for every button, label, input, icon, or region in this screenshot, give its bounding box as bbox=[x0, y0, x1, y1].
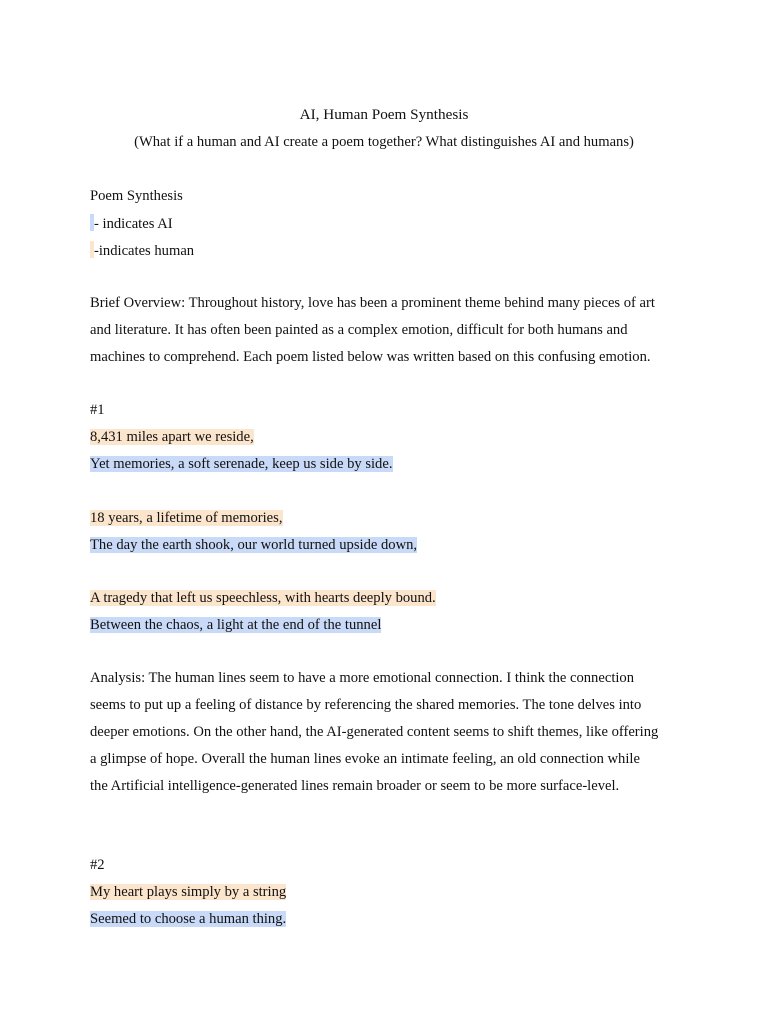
legend-human-label: -indicates human bbox=[94, 243, 195, 259]
analysis-line: deeper emotions. On the other hand, the AI-generated content seems to shift themes, like offering bbox=[90, 724, 659, 740]
poem-line-ai bbox=[90, 910, 286, 928]
poem-line-text: Yet memories, a soft serenade, keep us side by side. bbox=[90, 456, 393, 472]
analysis-line: seems to put up a feeling of distance by referencing the shared memories. The tone delves into bbox=[90, 697, 642, 713]
overview-line: Brief Overview: Throughout history, love has been a prominent theme behind many pieces of art bbox=[90, 295, 655, 311]
analysis-line: Analysis: The human lines seem to have a more emotional connection. I think the connection bbox=[90, 670, 635, 686]
poem-line-human bbox=[90, 428, 254, 446]
poem-line-ai bbox=[90, 536, 417, 554]
legend-ai-label: - indicates AI bbox=[94, 216, 173, 232]
legend-ai bbox=[90, 214, 173, 233]
document-subtitle: (What if a human and AI create a poem together? What distinguishes AI and humans) bbox=[134, 134, 634, 150]
poem-line-human bbox=[90, 883, 286, 901]
legend-human bbox=[90, 241, 194, 260]
analysis-line: the Artificial intelligence-generated lines remain broader or seem to be more surface-level. bbox=[90, 778, 620, 794]
legend-heading: Poem Synthesis bbox=[90, 188, 183, 204]
document-title: AI, Human Poem Synthesis bbox=[299, 106, 469, 123]
poem-line-text: 18 years, a lifetime of memories, bbox=[90, 510, 283, 526]
analysis-line: a glimpse of hope. Overall the human lines evoke an intimate feeling, an old connection while bbox=[90, 751, 640, 767]
poem-line-text: My heart plays simply by a string bbox=[90, 884, 287, 900]
poem-line-text: Seemed to choose a human thing. bbox=[90, 911, 287, 927]
overview-line: and literature. It has often been painted as a complex emotion, difficult for both humans and bbox=[90, 322, 628, 338]
poem-line-ai bbox=[90, 455, 393, 473]
overview-line: machines to comprehend. Each poem listed below was written based on this confusing emotion. bbox=[90, 349, 651, 365]
poem-line-ai bbox=[90, 616, 381, 634]
poem-line-human bbox=[90, 589, 436, 607]
poem-line-text: Between the chaos, a light at the end of the tunnel bbox=[90, 617, 382, 633]
poem-1-number: #1 bbox=[90, 402, 105, 418]
poem-line-human bbox=[90, 509, 283, 527]
poem-line-text: The day the earth shook, our world turned upside down, bbox=[90, 537, 418, 553]
poem-line-text: 8,431 miles apart we reside, bbox=[90, 429, 254, 445]
poem-line-text: A tragedy that left us speechless, with hearts deeply bound. bbox=[90, 590, 436, 606]
poem-2-number: #2 bbox=[90, 857, 105, 873]
